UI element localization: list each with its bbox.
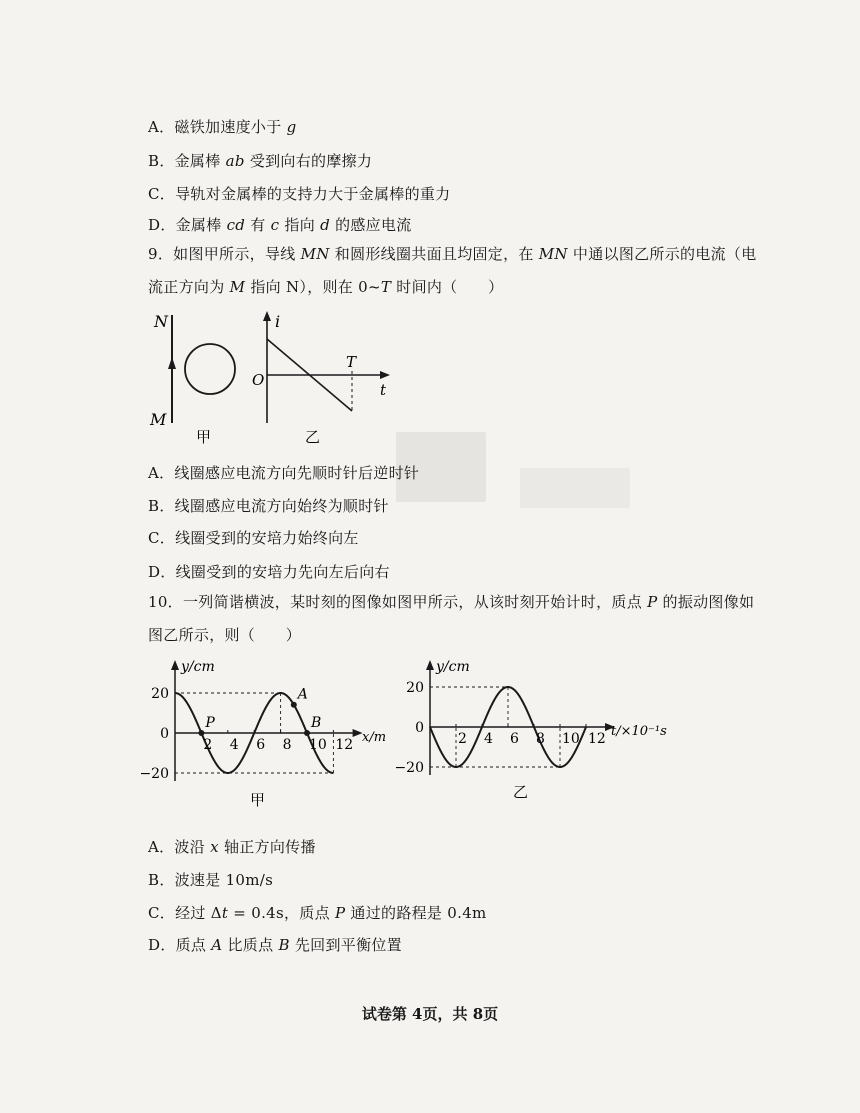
label-t: t (380, 381, 387, 399)
q9-option-c: C．线圈受到的安培力始终向左 (148, 529, 359, 547)
q9-fig-right (252, 311, 390, 446)
arrow-up-icon (168, 357, 176, 369)
y-tick-label: 0 (160, 726, 169, 742)
label-i: i (275, 312, 281, 331)
x-tick-label: 6 (256, 737, 266, 753)
x-tick-label: 8 (282, 737, 292, 753)
y-axis-label: y/cm (436, 659, 470, 675)
axis-arrow-icon (263, 311, 271, 321)
point-label-p: P (205, 715, 215, 731)
q10-option-c: C．经过 Δt = 0.4s，质点 P 通过的路程是 0.4m (148, 904, 487, 922)
q9-fig-left (149, 312, 235, 446)
label-origin: O (252, 371, 265, 389)
x-axis-label: x/m (362, 730, 387, 745)
q9-option-d: D．线圈受到的安培力先向左后向右 (148, 563, 390, 581)
x-tick-label: 2 (458, 731, 467, 747)
figure-caption: 甲 (250, 791, 266, 809)
q8-option-a: A．磁铁加速度小于 g (148, 118, 297, 136)
bleed-through-smudge (520, 468, 630, 508)
y-axis-label: y/cm (181, 659, 215, 675)
q10-option-b: B．波速是 10m/s (148, 871, 274, 889)
page-footer: 试卷第 4页，共 8页 (361, 1005, 499, 1023)
coil-circle (185, 344, 235, 394)
q8-option-b: B．金属棒 ab 受到向右的摩擦力 (148, 152, 373, 170)
y-tick-label: 0 (415, 720, 424, 736)
label-t-period: T (346, 353, 357, 371)
y-tick-label: −20 (139, 766, 169, 782)
y-tick-label: 20 (151, 686, 169, 702)
q10-figure-yi (394, 655, 695, 805)
x-tick-label: 10 (562, 731, 580, 747)
axis-arrow-icon (171, 660, 179, 670)
point-b (304, 730, 310, 736)
x-tick-label: 4 (229, 737, 239, 753)
x-tick-label: 6 (510, 731, 519, 747)
label-n: N (154, 312, 168, 331)
y-tick-label: −20 (394, 760, 424, 776)
q10-stem-line2: 图乙所示，则（ ） (148, 626, 302, 644)
caption-yi: 乙 (305, 428, 321, 446)
x-tick-label: 12 (588, 731, 606, 747)
point-a (291, 702, 297, 708)
q9-figure (140, 305, 400, 450)
axis-arrow-icon (426, 660, 434, 670)
q8-option-c: C．导轨对金属棒的支持力大于金属棒的重力 (148, 185, 451, 203)
x-tick-label: 12 (335, 737, 354, 753)
point-label-b: B (311, 715, 322, 731)
point-label-a: A (297, 686, 308, 703)
q9-stem-line2: 流正方向为 M 指向 N），则在 0~T 时间内（ ） (148, 278, 504, 296)
y-tick-label: 20 (406, 680, 424, 696)
x-tick-label: 10 (309, 737, 327, 753)
point-p (198, 730, 204, 736)
figure-caption: 乙 (513, 783, 529, 801)
axis-arrow-icon (380, 371, 390, 379)
q9-option-a: A．线圈感应电流方向先顺时针后逆时针 (148, 464, 420, 482)
label-m: M (150, 410, 167, 429)
q9-stem-line1: 9．如图甲所示，导线 MN 和圆形线圈共面且均固定，在 MN 中通以图乙所示的电流（电 (148, 245, 757, 263)
q9-option-b: B．线圈感应电流方向始终为顺时针 (148, 497, 389, 515)
x-tick-label: 4 (484, 731, 493, 747)
x-tick-label: 2 (203, 737, 213, 753)
q10-option-d: D．质点 A 比质点 B 先回到平衡位置 (148, 936, 402, 954)
x-axis-label: t/×10⁻¹s (611, 724, 667, 739)
q10-figure-jia (140, 655, 400, 815)
q10-stem-line1: 10．一列简谐横波，某时刻的图像如图甲所示，从该时刻开始计时，质点 P 的振动图像如 (148, 593, 755, 611)
q8-option-d: D．金属棒 cd 有 c 指向 d 的感应电流 (148, 216, 412, 234)
x-tick-label: 8 (536, 731, 545, 747)
caption-jia: 甲 (196, 428, 212, 446)
q10-option-a: A．波沿 x 轴正方向传播 (148, 838, 316, 856)
